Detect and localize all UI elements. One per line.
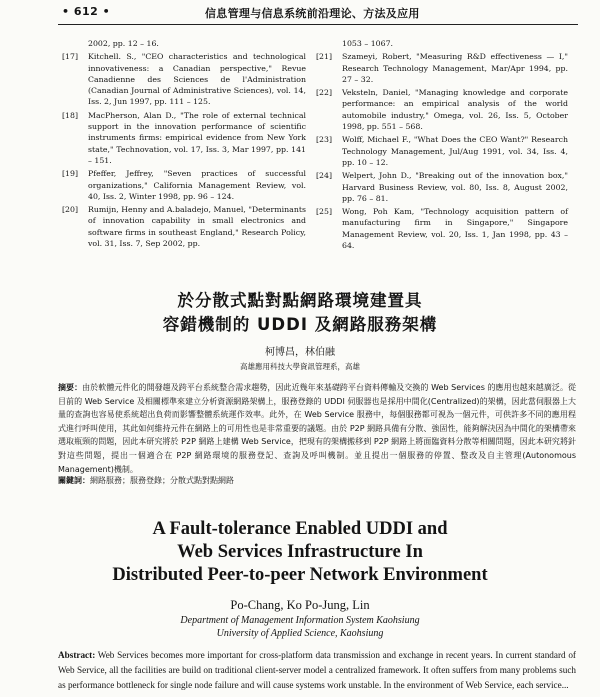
reference-text: Pfeffer, Jeffrey, "Seven practices of successful organizations," California Management Review, vol. 40, Iss. 2, Winter 1998, pp. 96 – 124. xyxy=(88,169,306,201)
chinese-title-line-2: 容錯機制的 UDDI 及網路服務架構 xyxy=(162,315,438,334)
references-right-column xyxy=(316,38,568,253)
reference-continuation: 2002, pp. 12 – 16. xyxy=(88,39,159,48)
english-authors: Po-Chang, Ko Po-Jung, Lin xyxy=(230,598,370,612)
reference-number: [19] xyxy=(62,169,79,179)
reference-number: [20] xyxy=(62,205,79,215)
reference-number: [25] xyxy=(316,207,333,217)
chinese-keywords-label: 關鍵詞： xyxy=(58,476,90,485)
english-title-line-2: Web Services Infrastructure In xyxy=(177,542,423,562)
reference-item xyxy=(62,168,306,202)
english-title-line-3: Distributed Peer-to-peer Network Environment xyxy=(112,565,488,585)
reference-number: [21] xyxy=(316,52,333,62)
header-rule xyxy=(58,24,578,25)
reference-item xyxy=(62,51,306,107)
reference-item xyxy=(316,87,568,132)
reference-text: Rumijn, Henny and A.baladejo, Manuel, "Determinants of innovation capability in small electronics and software firms in southeast England," Research Policy, vol. 31, Iss. 7, Sep 2002, pp. xyxy=(88,205,306,249)
reference-item xyxy=(316,170,568,204)
reference-continuation: 1053 – 1067. xyxy=(342,39,394,48)
reference-item xyxy=(316,134,568,168)
reference-text: Szameyi, Robert, "Measuring R&D effectiveness — I," Research Technology Management, Mar/Apr 1994, pp. 27 – 32. xyxy=(342,52,568,84)
reference-item xyxy=(316,51,568,85)
reference-item xyxy=(316,206,568,251)
reference-text: Wolff, Michael F., "What Does the CEO Want?" Research Technology Management, Jul/Aug 1991, vol. 34, Iss. 4, pp. 10 – 12. xyxy=(342,135,568,167)
english-abstract-text: Web Services becomes more important for cross-platform data transmission and exchange in recent years. In current standard of Web Service, all the facilities are build on traditional client-server model a centralized framework. It often suffers from many problems such as performance bottleneck for single node failure and will cause systems work unstable. In the environment of Web Service, each service... xyxy=(58,650,576,690)
reference-item xyxy=(62,204,306,249)
page-number: • 612 • xyxy=(62,5,111,18)
chinese-keywords-text: 網路服務；服務登錄；分散式點對點網路 xyxy=(90,476,234,485)
reference-number: [22] xyxy=(316,88,333,98)
reference-text: Kitchell. S., "CEO characteristics and technological innovativeness: a Canadian perspective," Revue Canadienne des Sciences de l'Administration (Canadian Journal of Administrative Sciences), vol. 14, Iss. 2, Jun 1997, pp. 111 – 125. xyxy=(88,52,306,107)
chinese-affiliation: 高雄應用科技大學資訊管理系，高雄 xyxy=(240,362,360,371)
reference-number: [18] xyxy=(62,110,79,120)
english-affiliation-line-2: University of Applied Science, Kaohsiung xyxy=(216,628,384,639)
chinese-authors: 柯博昌，林伯融 xyxy=(265,347,335,358)
chinese-keywords xyxy=(58,475,576,486)
reference-number: [23] xyxy=(316,135,333,145)
reference-text: Wong, Poh Kam, "Technology acquisition pattern of manufacturing firm in Singapore," Singapore Management Review, vol. 20, Iss. 1, Jan 1998, pp. 43 – 64. xyxy=(342,207,568,251)
english-abstract xyxy=(58,648,576,697)
reference-text: Veksteln, Daniel, "Managing knowledge and corporate performance: an empirical analysis of the world automobile industry," Omega, vol. 26, Iss. 5, October 1998, pp. 551 – 568. xyxy=(342,88,568,132)
chinese-abstract-label: 摘要： xyxy=(58,383,83,392)
reference-number: [17] xyxy=(62,52,79,62)
chinese-title-line-1: 於分散式點對點網路環境建置具 xyxy=(177,291,423,310)
running-header xyxy=(0,0,600,24)
english-affiliation-line-1: Department of Management Information System Kaohsiung xyxy=(180,615,420,626)
running-title: 信息管理与信息系统前沿理论、方法及应用 xyxy=(205,7,420,20)
reference-text: MacPherson, Alan D., "The role of external technical support in the innovation performance of scientific instruments firms: empirical evidence from New York state," Technovation, vol. 17, Iss. 3, Mar 1997, pp. 141 – 151. xyxy=(88,110,306,165)
reference-item xyxy=(62,110,306,166)
english-abstract-label: Abstract: xyxy=(58,650,96,660)
references-left-column xyxy=(62,38,306,251)
chinese-abstract xyxy=(58,381,576,476)
reference-text: Welpert, John D., "Breaking out of the innovation box," Harvard Business Review, vol. 80, Iss. 8, August 2002, pp. 76 – 81. xyxy=(342,171,568,203)
english-title-line-1: A Fault-tolerance Enabled UDDI and xyxy=(152,519,448,539)
reference-number: [24] xyxy=(316,171,333,181)
chinese-abstract-text: 由於軟體元件化的開發趨及跨平台系統整合需求趨勢，因此近幾年來基礎跨平台資料傳輸及交換的 Web Services 的應用也越來越廣泛。從目前的 Web Service 及相關標準來建立分析資源網路架構上，服務登錄的 UDDI 伺服器也是採用中間化(Centralized)的架構，因此當伺服器上大量的查詢也容易使系統超出負荷而影響整體系統運作效率。此外，在 Web Service 服務中，每個服務都可視為一個元件，可供許多不同的應用程式進行呼叫使用，其此如何維持元件在網路上的可用性也是非常重要的議題。由於 P2P 網路具備有分散、強固性，能夠解決因為中間化的架構帶來選取瓶頸的問題，因此本研究將於 P2P 網路上建構 Web Service，把現有的架構搬移到 P2P 網路上將面臨資料分散等相關問題，因此本研究將針對這些問題，提出一個適合在 P2P 網路環境的服務登記、查詢及呼叫機制。並且提出一個服務的停置、整改及自主管理(Autonomous Management)機制。 xyxy=(58,383,576,474)
